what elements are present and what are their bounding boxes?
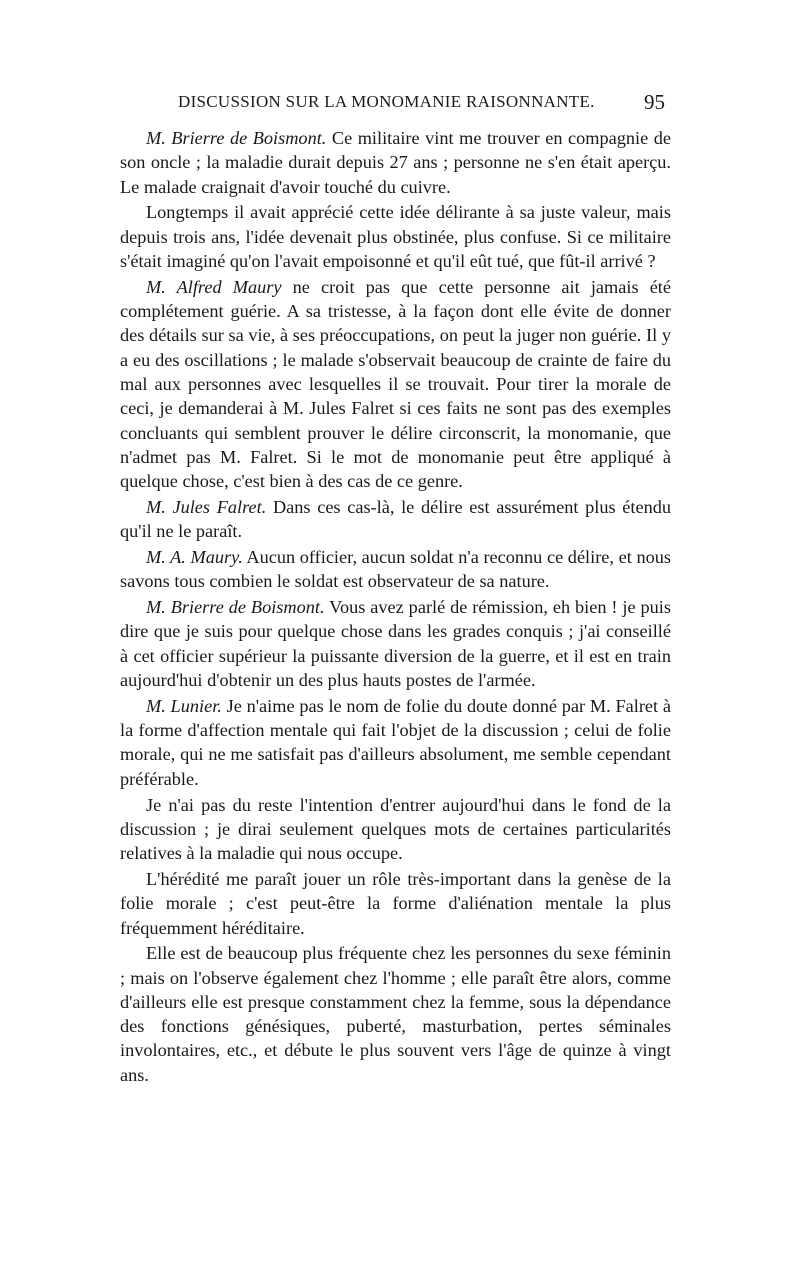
speaker-name: M. Brierre de Boismont. xyxy=(146,597,325,618)
paragraph-text: Dans ces cas-là, le délire est assurément plus étendu qu'il ne le paraît. xyxy=(120,496,671,542)
paragraph-text: Aucun officier, aucun soldat n'a reconnu ce délire, et nous savons tous combien le soldat est observateur de sa nature. xyxy=(120,547,671,592)
paragraph-text: Je n'aime pas le nom de folie du doute donné par M. Falret à la forme d'affection mentale qui fait l'objet de la discussion ; celui de folie morale, qui ne me satisfait pas d'ailleurs absolument, me semble cependant préférable. xyxy=(120,695,671,789)
paragraph-text: ne croit pas que cette personne ait jamais été complétement guérie. A sa tristesse, à la façon dont elle évite de donner des détails sur sa vie, à ses préoccupations, on peut la juger non guérie. Il y a eu des oscillations ; le malade s'observait beaucoup de crainte de faire du mal aux personnes avec lesquelles il se trouvait. Pour tirer la morale de ceci, je demanderai à M. Jules Falret si ces faits ne sont pas des exemples concluants qui semblent prouver le délire circonscrit, la monomanie, que n'admet pas M. Falret. Si le mot de monomanie peut être appliqué à quelque chose, c'est bien à des cas de ce genre. xyxy=(120,276,671,492)
running-head xyxy=(120,92,665,118)
paragraph-text: Ce militaire vint me trouver en compagnie de son oncle ; la maladie durait depuis 27 ans ; personne ne s'en était aperçu. Le malade craignait d'avoir touché du cuivre. xyxy=(120,128,671,197)
running-title: DISCUSSION SUR LA MONOMANIE RAISONNANTE. xyxy=(178,92,595,111)
page-number: 95 xyxy=(644,90,665,114)
speaker-name: M. Alfred Maury xyxy=(146,276,282,297)
paragraph xyxy=(120,275,671,494)
paragraph xyxy=(120,126,671,199)
speaker-name: M. A. Maury. xyxy=(146,547,243,568)
paragraph-text: Je n'ai pas du reste l'intention d'entrer aujourd'hui dans le fond de la discussion ; je dirai seulement quelques mots de certaines particularités relatives à la maladie qui nous occupe. xyxy=(120,794,671,864)
body-text xyxy=(120,126,671,1089)
paragraph xyxy=(120,941,671,1087)
paragraph xyxy=(120,495,671,544)
paragraph xyxy=(120,595,671,692)
paragraph-text: Vous avez parlé de rémission, eh bien ! je puis dire que je suis pour quelque chose dans les grades conquis ; j'ai conseillé à cet officier supérieur la puissante diversion de la guerre, et il est en train aujourd'hui d'obtenir un des plus hauts postes de l'armée. xyxy=(120,597,671,691)
paragraph-text: Longtemps il avait apprécié cette idée délirante à sa juste valeur, mais depuis trois ans, l'idée devenait plus obstinée, plus confuse. Si ce militaire s'était imaginé qu'on l'avait empoisonné et qu'il eût tué, que fût-il arrivé ? xyxy=(120,202,671,271)
paragraph xyxy=(120,793,671,866)
speaker-name: M. Brierre de Boismont. xyxy=(146,128,327,148)
speaker-name: M. Jules Falret. xyxy=(146,496,267,517)
paragraph xyxy=(120,694,671,791)
paragraph xyxy=(120,200,671,273)
paragraph-text: Elle est de beaucoup plus fréquente chez les personnes du sexe féminin ; mais on l'observe également chez l'homme ; elle paraît être alors, comme d'ailleurs elle est presque constamment chez la femme, sous la dépendance des fonctions génésiques, puberté, masturbation, pertes séminales involontaires, etc., et débute le plus souvent vers l'âge de quinze à vingt ans. xyxy=(120,943,671,1085)
speaker-name: M. Lunier. xyxy=(146,695,222,716)
paragraph xyxy=(120,867,671,940)
paragraph xyxy=(120,545,671,594)
paragraph-text: L'hérédité me paraît jouer un rôle très-important dans la genèse de la folie morale ; c'est peut-être la forme d'aliénation mentale la plus fréquemment héréditaire. xyxy=(120,868,671,938)
